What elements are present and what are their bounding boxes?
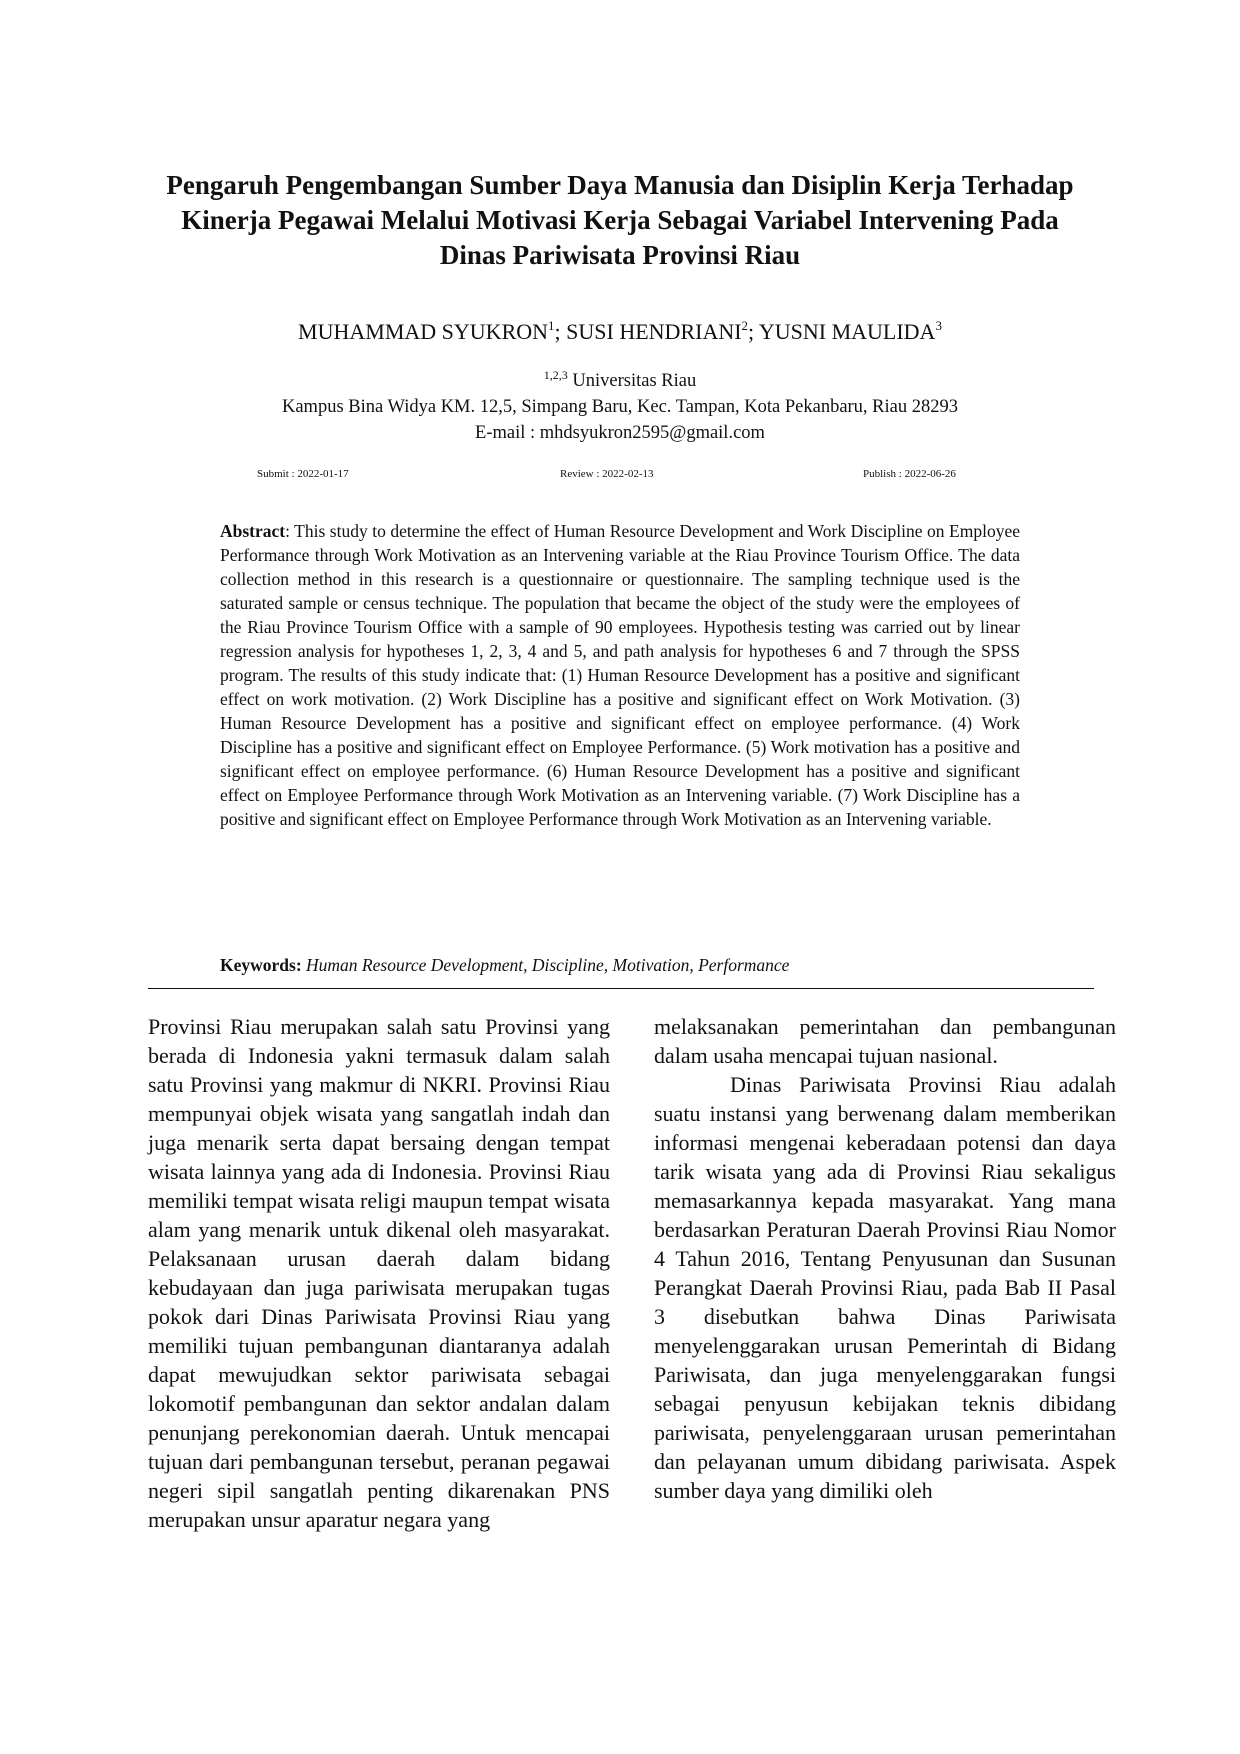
affiliation-institution-line xyxy=(150,368,1090,394)
body-column-right xyxy=(654,1012,1116,1505)
abstract xyxy=(220,519,1020,831)
review-date: Review : 2022-02-13 xyxy=(560,468,654,480)
author-name: MUHAMMAD SYUKRON xyxy=(298,319,549,344)
author-name: SUSI HENDRIANI xyxy=(566,319,742,344)
keywords-label: Keywords: xyxy=(220,955,302,975)
author-separator: ; xyxy=(748,319,759,344)
publish-date: Publish : 2022-06-26 xyxy=(863,468,956,480)
abstract-text: : This study to determine the effect of Human Resource Development and Work Discipline on Employee Performance through Work Motivation as an Intervening variable at the Riau Province Tourism Office. The data collection method in this research is a questionnaire or questionnaire. The sampling technique used is the saturated sample or census technique. The population that became the object of the study were the employees of the Riau Province Tourism Office with a sample of 90 employees. Hypothesis testing was carried out by linear regression analysis for hypotheses 1, 2, 3, 4 and 5, and path analysis for hypotheses 6 and 7 through the SPSS program. The results of this study indicate that: (1) Human Resource Development has a positive and significant effect on work motivation. (2) Work Discipline has a positive and significant effect on Work Motivation. (3) Human Resource Development has a positive and significant effect on employee performance. (4) Work Discipline has a positive and significant effect on Employee Performance. (5) Work motivation has a positive and significant effect on employee performance. (6) Human Resource Development has a positive and significant effect on Employee Performance through Work Motivation as an Intervening variable. (7) Work Discipline has a positive and significant effect on Employee Performance through Work Motivation as an Intervening variable. xyxy=(220,521,1020,829)
body-paragraph: Dinas Pariwisata Provinsi Riau adalah suatu instansi yang berwenang dalam memberikan informasi mengenai keberadaan potensi dan daya tarik wisata yang ada di Provinsi Riau sekaligus memasarkannya kepada masyarakat. Yang mana berdasarkan Peraturan Daerah Provinsi Riau Nomor 4 Tahun 2016, Tentang Penyusunan dan Susunan Perangkat Daerah Provinsi Riau, pada Bab II Pasal 3 disebutkan bahwa Dinas Pariwisata menyelenggarakan urusan Pemerintah di Bidang Pariwisata, dan juga menyelenggarakan fungsi sebagai penyusun kebijakan teknis dibidang pariwisata, penyelenggaraan urusan pemerintahan dan pelayanan umum dibidang pariwisata. Aspek sumber daya yang dimiliki oleh xyxy=(654,1072,1116,1503)
abstract-label: Abstract xyxy=(220,521,286,541)
body-column-left xyxy=(148,1012,610,1534)
keywords xyxy=(220,953,1020,977)
author-separator: ; xyxy=(554,319,567,344)
author-name: YUSNI MAULIDA xyxy=(758,319,936,344)
affiliation-institution: Universitas Riau xyxy=(572,371,697,391)
affiliation-address: Kampus Bina Widya KM. 12,5, Simpang Baru, Kec. Tampan, Kota Pekanbaru, Riau 28293 xyxy=(281,397,959,417)
affiliation-marks: 1,2,3 xyxy=(543,368,568,382)
body-paragraph: melaksanakan pemerintahan dan pembangunan dalam usaha mencapai tujuan nasional. xyxy=(654,1014,1116,1068)
author-affiliation-mark: 2 xyxy=(741,318,749,333)
section-divider xyxy=(148,988,1094,989)
submit-date: Submit : 2022-01-17 xyxy=(257,468,349,480)
affiliation-email: E-mail : mhdsyukron2595@gmail.com xyxy=(475,423,765,443)
body-paragraph: Provinsi Riau merupakan salah satu Provinsi yang berada di Indonesia yakni termasuk dalam salah satu Provinsi yang makmur di NKRI. Provinsi Riau mempunyai objek wisata yang sangatlah indah dan juga menarik serta dapat bersaing dengan tempat wisata lainnya yang ada di Indonesia. Provinsi Riau memiliki tempat wisata religi maupun tempat wisata alam yang menarik untuk dikenal oleh masyarakat. Pelaksanaan urusan daerah dalam bidang kebudayaan dan juga pariwisata merupakan tugas pokok dari Dinas Pariwisata Provinsi Riau yang memiliki tujuan pembangunan diantaranya adalah dapat mewujudkan sektor pariwisata sebagai lokomotif pembangunan dan sektor andalan dalam penunjang perekonomian daerah. Untuk mencapai tujuan dari pembangunan tersebut, peranan pegawai negeri sipil sangatlah penting dikarenakan PNS merupakan unsur aparatur negara yang xyxy=(148,1014,610,1532)
author-list xyxy=(150,318,1090,346)
keywords-text: Human Resource Development, Discipline, Motivation, Performance xyxy=(306,955,790,975)
author-affiliation-mark: 1 xyxy=(548,318,555,333)
paper-title: Pengaruh Pengembangan Sumber Daya Manusia dan Disiplin Kerja Terhadap Kinerja Pegawai Melalui Motivasi Kerja Sebagai Variabel Intervening Pada Dinas Pariwisata Provinsi Riau xyxy=(166,170,1074,270)
submission-dates xyxy=(0,466,1240,482)
affiliation-block xyxy=(150,368,1090,446)
author-affiliation-mark: 3 xyxy=(935,318,942,333)
